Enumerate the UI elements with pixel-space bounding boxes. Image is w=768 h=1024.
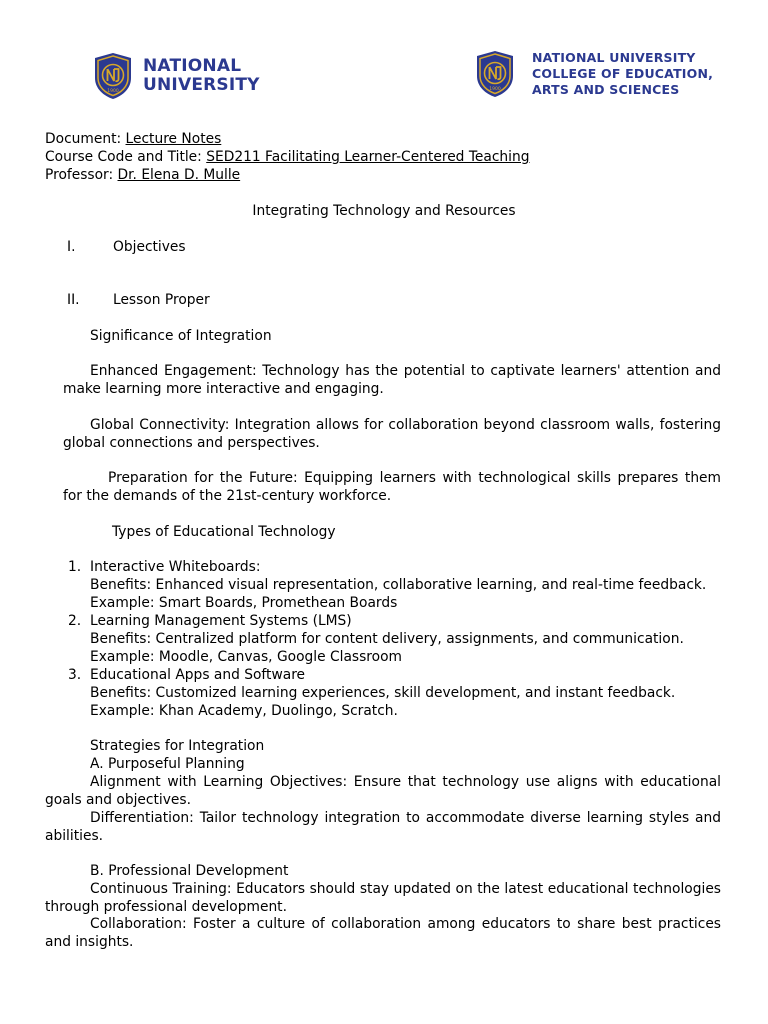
- item-example: Example: Moodle, Canvas, Google Classroom: [90, 649, 402, 665]
- section-label: Lesson Proper: [113, 292, 210, 308]
- seal-year: 1900: [107, 89, 119, 94]
- strategy-b-item-collaboration: [45, 915, 721, 951]
- strategy-a-heading: A. Purposeful Planning: [90, 756, 245, 772]
- paragraph-line-1: Collaboration: Foster a culture of collaboration among educators to share best practices: [90, 916, 721, 932]
- document-meta: [45, 130, 530, 184]
- section-numeral: II.: [67, 292, 80, 308]
- document-value: Lecture Notes: [125, 131, 222, 147]
- national-university-logo: [93, 52, 260, 100]
- list-item: [68, 666, 748, 720]
- section-numeral: I.: [67, 239, 76, 255]
- paragraph-line-2: goals and objectives.: [45, 792, 191, 808]
- paragraph-line-1: Global Connectivity: Integration allows for collaboration beyond classroom walls, fostering: [90, 417, 721, 433]
- logo-line-2: UNIVERSITY: [143, 75, 260, 95]
- item-title: Interactive Whiteboards:: [90, 559, 261, 575]
- strategy-a-item-differentiation: [45, 809, 721, 845]
- paragraph-line-1: Alignment with Learning Objectives: Ensure that technology use aligns with educational: [90, 774, 721, 790]
- university-seal-icon: [93, 52, 133, 100]
- paragraph-line-1: Preparation for the Future: Equipping learners with technological skills prepares them: [108, 470, 721, 486]
- item-benefits: Benefits: Enhanced visual representation, collaborative learning, and real-time feedback.: [90, 577, 707, 593]
- paragraph-engagement: [63, 362, 721, 398]
- professor-label: Professor:: [45, 167, 118, 183]
- paragraph-preparation: [63, 469, 721, 505]
- strategy-b-heading: B. Professional Development: [90, 863, 289, 879]
- item-example: Example: Khan Academy, Duolingo, Scratch.: [90, 703, 398, 719]
- logo-line-1: NATIONAL UNIVERSITY: [532, 50, 696, 65]
- strategy-b-item-training: [45, 880, 721, 916]
- types-heading: Types of Educational Technology: [112, 524, 336, 540]
- item-example: Example: Smart Boards, Promethean Boards: [90, 595, 398, 611]
- document-label: Document:: [45, 131, 126, 147]
- item-title: Learning Management Systems (LMS): [90, 613, 352, 629]
- item-benefits: Benefits: Customized learning experiences, skill development, and instant feedback.: [90, 685, 676, 701]
- seal-year: 1900: [489, 87, 501, 92]
- types-list: [68, 558, 748, 720]
- paragraph-line-2: global connections and perspectives.: [63, 435, 320, 451]
- course-value: SED211 Facilitating Learner-Centered Teaching: [206, 149, 530, 165]
- professor-line: [45, 166, 530, 184]
- strategy-a-item-alignment: [45, 773, 721, 809]
- logo-line-3: ARTS AND SCIENCES: [532, 82, 680, 97]
- logo-line-2: COLLEGE OF EDUCATION,: [532, 66, 714, 81]
- college-logo: [475, 49, 713, 99]
- professor-value: Dr. Elena D. Mulle: [117, 167, 241, 183]
- logo-line-1: NATIONAL: [143, 56, 242, 76]
- paragraph-connectivity: [63, 416, 721, 452]
- document-line: [45, 130, 530, 148]
- paragraph-line-1: Differentiation: Tailor technology integration to accommodate diverse learning styles and: [90, 810, 721, 826]
- list-item: [68, 558, 748, 612]
- page-title: Integrating Technology and Resources: [252, 203, 516, 219]
- paragraph-line-1: Enhanced Engagement: Technology has the potential to captivate learners' attention and: [90, 363, 721, 379]
- list-number: 2.: [68, 613, 82, 629]
- university-seal-icon: [475, 49, 515, 99]
- item-benefits: Benefits: Centralized platform for content delivery, assignments, and communication.: [90, 631, 684, 647]
- list-item: [68, 612, 748, 666]
- section-objectives: [67, 238, 186, 256]
- paragraph-line-2: and insights.: [45, 934, 134, 950]
- paragraph-line-2: for the demands of the 21st-century workforce.: [63, 488, 392, 504]
- paragraph-line-1: Continuous Training: Educators should stay updated on the latest educational technologies: [90, 881, 721, 897]
- section-label: Objectives: [113, 239, 186, 255]
- course-label: Course Code and Title:: [45, 149, 207, 165]
- course-line: [45, 148, 530, 166]
- section-lesson-proper: [67, 291, 210, 309]
- paragraph-line-2: through professional development.: [45, 899, 287, 915]
- list-number: 1.: [68, 559, 82, 575]
- list-number: 3.: [68, 667, 82, 683]
- significance-heading: Significance of Integration: [90, 328, 272, 344]
- strategies-heading: Strategies for Integration: [90, 738, 265, 754]
- paragraph-line-2: abilities.: [45, 828, 104, 844]
- paragraph-line-2: make learning more interactive and engaging.: [63, 381, 384, 397]
- item-title: Educational Apps and Software: [90, 667, 306, 683]
